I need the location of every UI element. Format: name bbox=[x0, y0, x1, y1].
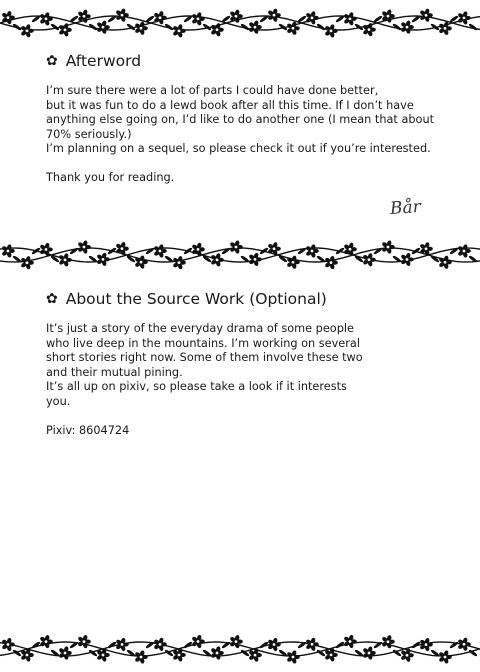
source-line: and their mutual pining. bbox=[46, 365, 183, 379]
afterword-section bbox=[46, 52, 466, 186]
source-line: It’s all up on pixiv, so please take a look if it interests bbox=[46, 380, 347, 394]
floral-border-middle bbox=[0, 238, 480, 272]
thank-you-line: Thank you for reading. bbox=[46, 170, 175, 184]
source-heading bbox=[46, 290, 466, 308]
source-title: About the Source Work (Optional) bbox=[65, 290, 327, 308]
afterword-line: anything else going on, I’d like to do another one (I mean that about bbox=[46, 113, 435, 127]
floral-border-top bbox=[0, 6, 480, 40]
source-work-section bbox=[46, 290, 466, 438]
afterword-title: Afterword bbox=[65, 52, 142, 70]
source-line: It’s just a story of the everyday drama of some people bbox=[46, 322, 354, 335]
floral-vine-border bbox=[0, 238, 480, 272]
source-line: short stories right now. Some of them involve these two bbox=[46, 351, 363, 365]
handwritten-signature: Bår bbox=[389, 196, 422, 220]
flower-icon: ✿ bbox=[46, 53, 58, 69]
afterword-heading bbox=[46, 52, 466, 70]
source-line: who live deep in the mountains. I’m working on several bbox=[46, 336, 360, 350]
afterword-line: I’m sure there were a lot of parts I could have done better, bbox=[46, 84, 379, 97]
afterword-line: I’m planning on a sequel, so please check it out if you’re interested. bbox=[46, 142, 431, 156]
floral-vine-border bbox=[0, 632, 480, 666]
pixiv-id: Pixiv: 8604724 bbox=[46, 423, 130, 437]
floral-border-bottom bbox=[0, 632, 480, 666]
afterword-line: 70% seriously.) bbox=[46, 127, 132, 141]
flower-icon: ✿ bbox=[46, 291, 58, 307]
floral-vine-border bbox=[0, 6, 480, 40]
source-line: you. bbox=[46, 394, 71, 408]
afterword-line: but it was fun to do a lewd book after all this time. If I don’t have bbox=[46, 98, 414, 112]
